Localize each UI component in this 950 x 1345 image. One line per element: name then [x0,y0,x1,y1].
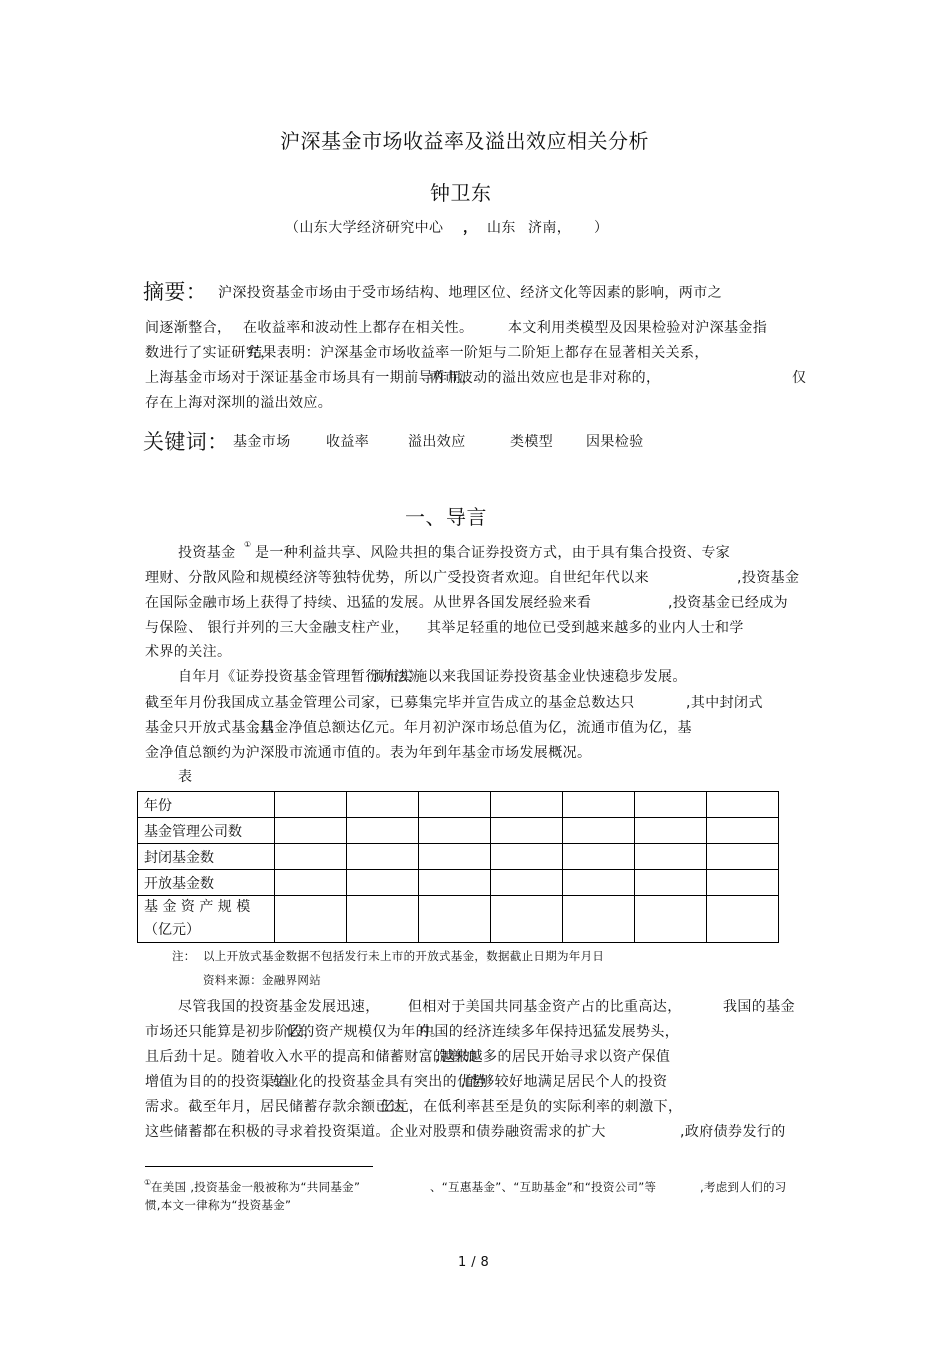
affiliation-part: （山东大学经济研究中心 [285,220,444,236]
body-text: 我国的基金 [723,999,795,1015]
row-header: 封闭基金数 [138,844,275,870]
footnote-mark: ① [144,1178,152,1187]
keyword: 基金市场 [233,434,291,450]
body-text: ,能够较好地满足居民个人的投资 [461,1074,668,1090]
abstract-text: 间逐渐整合， [145,320,232,336]
table-row [138,870,779,896]
abstract-text: 结果表明：沪深基金市场收益率一阶矩与二阶矩上都存在显著相关关系， [248,345,709,361]
fund-market-table [137,791,779,943]
body-text: 理财、分散风险和规模经济等独特优势，所以广受投资者欢迎。自世纪年代以来 [145,570,649,586]
body-text: ,专业化的投资基金具有突出的优势 [265,1074,486,1090]
body-text: 亿元，在低利率甚至是负的实际利率的刺激下， [380,1099,683,1115]
abstract-text: 存在上海对深圳的溢出效应。 [145,395,333,411]
row-header [138,896,275,943]
table-row [138,792,779,818]
body-text: 颁布实施以来我国证券投资基金业快速稳步发展。 [370,669,687,685]
body-text: 且后劲十足。随着收入水平的提高和储蓄财富的增加 [145,1049,477,1065]
body-text: 市场还只能算是初步阶段， [145,1024,318,1040]
paper-title: 沪深基金市场收益率及溢出效应相关分析 [280,129,649,153]
body-text: 其举足轻重的地位已受到越来越多的业内人士和学 [427,620,744,636]
page-number: 1 / 8 [458,1255,490,1270]
footnote-text: 惯,本文一律称为“投资基金” [145,1198,292,1212]
table-caption: 表 [178,769,193,785]
body-text: 在国际金融市场上获得了持续、迅猛的发展。从世界各国发展经验来看 [145,595,592,611]
source-text: 资料来源：金融界网站 [203,973,321,987]
body-text: 金净值总额约为沪深股市流通市值的。表为年到年基金市场发展概况。 [145,745,592,761]
body-text: 术界的关注。 [145,644,232,660]
row-header-line: 基 金 资 产 规 模 [144,899,251,915]
abstract-label: 摘要： [143,280,208,304]
affiliation-part: ， [463,220,478,236]
note-label: 注： [172,949,196,963]
body-text: 需求。截至年月，居民储蓄存款余额已达 [145,1099,405,1115]
abstract-text: 两市波动的溢出效应也是非对称的， [430,370,661,386]
body-text: 亿的资产规模仅为年的。 [286,1024,445,1040]
keyword: 因果检验 [586,434,644,450]
body-text: 是一种利益共享、风险共担的集合证券投资方式，由于具有集合投资、专家 [255,545,731,561]
body-text: 自年月《证券投资基金管理暂行办法》 [178,669,423,685]
body-text: 与保险、 银行并列的三大金融支柱产业， [145,620,410,636]
table-row [138,896,779,943]
footnote-text: 、“互惠基金”、“互助基金”和“投资公司”等 [430,1180,657,1194]
author-name: 钟卫东 [430,181,492,205]
body-text: ,投资基金 [737,570,800,586]
table-row [138,818,779,844]
keyword: 收益率 [326,434,370,450]
body-text: ,政府债券发行的 [680,1124,786,1140]
affiliation-part: ） [594,220,609,236]
affiliation-part: 山东 [487,220,516,236]
abstract-text: 数进行了实证研究， [145,345,275,361]
body-text: 这些储蓄都在积极的寻求着投资渠道。企业对股票和债券融资需求的扩大 [145,1124,606,1140]
keywords-label: 关键词： [143,430,229,454]
row-header: 基金管理公司数 [138,818,275,844]
abstract-text: 本文利用类模型及因果检验对沪深基金指 [508,320,768,336]
body-text: 基金只开放式基金只 [145,720,275,736]
row-header: 年份 [138,792,275,818]
keyword: 溢出效应 [408,434,466,450]
footnote-text: 在美国 ,投资基金一般被称为“共同基金” [151,1180,361,1194]
note-text: 以上开放式基金数据不包括发行未上市的开放式基金，数据截止日期为年月日 [203,949,605,963]
body-text: 投资基金 [178,545,236,561]
row-header-line: （亿元） [144,922,200,938]
footnote-reference[interactable]: ① [244,540,252,549]
footnote-text: ,考虑到人们的习 [700,1180,787,1194]
body-text: ,基金净值总额达亿元。年月初沪深市场总值为亿，流通市值为亿，基 [255,720,692,736]
body-text: 但相对于美国共同基金资产占的比重高达， [408,999,682,1015]
keyword: 类模型 [510,434,554,450]
section-heading: 一、导言 [405,505,487,529]
footnote-divider [145,1166,373,1167]
body-text: 中国的经济连续多年保持迅猛发展势头， [420,1024,680,1040]
table-row [138,844,779,870]
abstract-text: 上海基金市场对于深证基金市场具有一期前导作用， [145,370,477,386]
body-text: 尽管我国的投资基金发展迅速， [178,999,380,1015]
body-text: 截至年月份我国成立基金管理公司家，已募集完毕并宣告成立的基金总数达只 [145,695,635,711]
row-header: 开放基金数 [138,870,275,896]
abstract-text: 仅 [792,370,807,386]
body-text: 增值为目的的投资渠道 [145,1074,289,1090]
abstract-text: 在收益率和波动性上都存在相关性。 [243,320,474,336]
body-text: ,越来越多的居民开始寻求以资产保值 [435,1049,671,1065]
body-text: ,其中封闭式 [686,695,763,711]
abstract-text: 沪深投资基金市场由于受市场结构、地理区位、经济文化等因素的影响，两市之 [218,285,722,301]
body-text: ,投资基金已经成为 [668,595,789,611]
affiliation-part: 济南， [528,220,572,236]
